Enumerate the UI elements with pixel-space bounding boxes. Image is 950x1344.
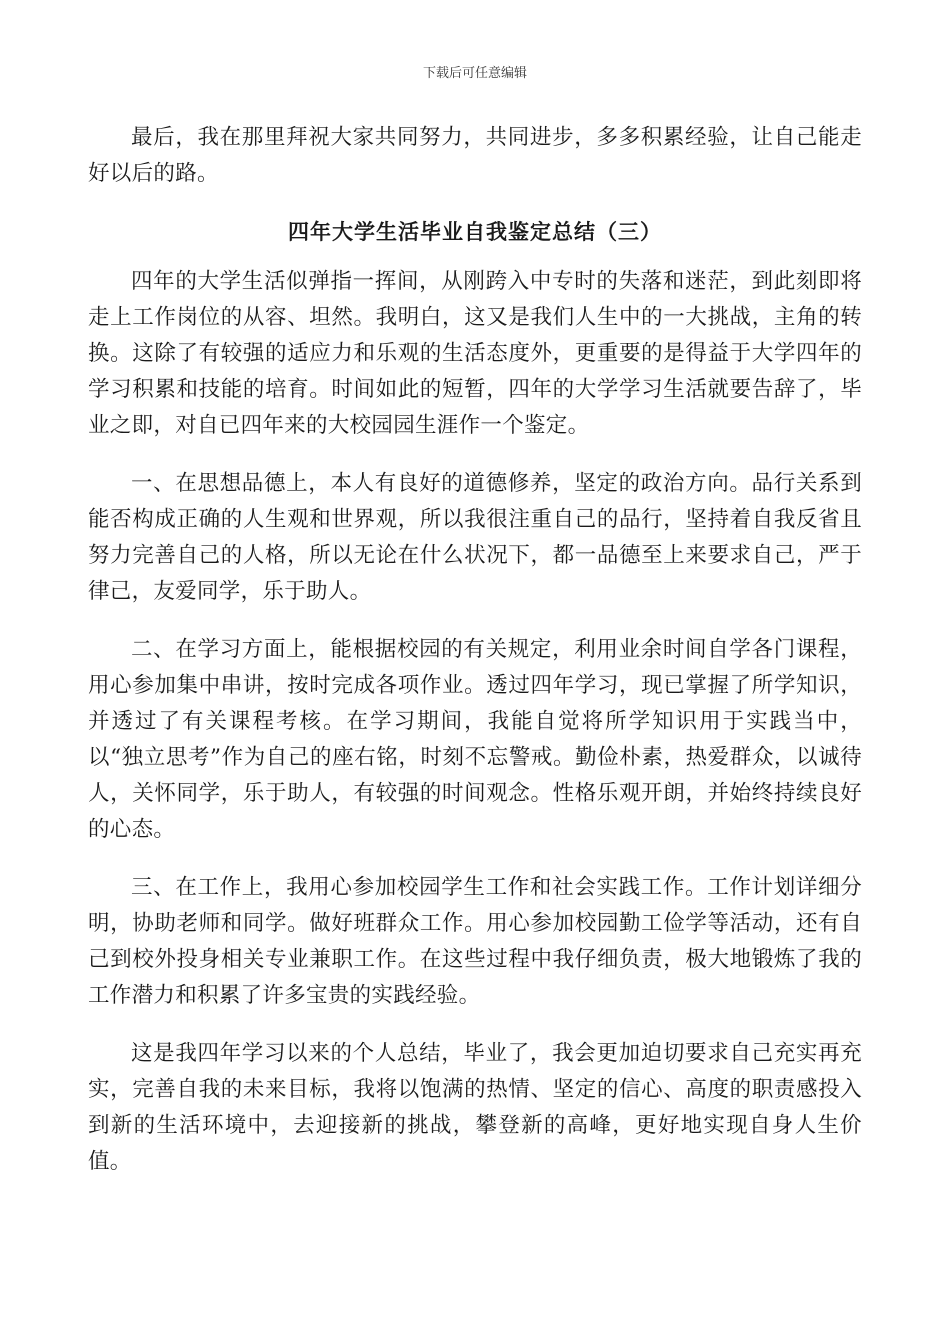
intro-paragraph: 最后，我在那里拜祝大家共同努力，共同进步，多多积累经验，让自己能走好以后的路。 (88, 125, 862, 186)
paragraph-3: 二、在学习方面上，能根据校园的有关规定，利用业余时间自学各门课程，用心参加集中串讲，按时完成各项作业。透过四年学习，现已掌握了所学知识，并透过了有关课程考核。在学习期间，我能自觉将所学知识用于实践当中，以“独立思考”作为自己的座右铭，时刻不忘警戒。勤俭朴素，热爱群众，以诚待人，关怀同学，乐于助人，有较强的时间观念。性格乐观开朗，并始终持续良好的心态。 (88, 637, 862, 842)
section-title: 四年大学生活毕业自我鉴定总结（三） (288, 220, 662, 244)
paragraph-2: 一、在思想品德上，本人有良好的道德修养，坚定的政治方向。品行关系到能否构成正确的人生观和世界观，所以我很注重自己的品行，坚持着自我反省且努力完善自己的人格，所以无论在什么状况下，都一品德至上来要求自己，严于律己，友爱同学，乐于助人。 (88, 471, 862, 604)
paragraph-4: 三、在工作上，我用心参加校园学生工作和社会实践工作。工作计划详细分明，协助老师和同学。做好班群众工作。用心参加校园勤工俭学等活动，还有自己到校外投身相关专业兼职工作。在这些过程中我仔细负责，极大地锻炼了我的工作潜力和积累了许多宝贵的实践经验。 (88, 875, 862, 1008)
paragraph-1: 四年的大学生活似弹指一挥间，从刚跨入中专时的失落和迷茫，到此刻即将走上工作岗位的从容、坦然。我明白，这又是我们人生中的一大挑战，主角的转换。这除了有较强的适应力和乐观的生活态度外，更重要的是得益于大学四年的学习积累和技能的培育。时间如此的短暂，四年的大学学习生活就要告辞了，毕业之即，对自已四年来的大校园园生涯作一个鉴定。 (88, 269, 862, 438)
header-note: 下载后可任意编辑 (422, 66, 527, 81)
document-body (88, 120, 862, 1202)
paragraph-5: 这是我四年学习以来的个人总结，毕业了，我会更加迫切要求自己充实再充实，完善自我的未来目标，我将以饱满的热情、坚定的信心、高度的职责感投入到新的生活环境中，去迎接新的挑战，攀登新的高峰，更好地实现自身人生价值。 (88, 1041, 862, 1174)
